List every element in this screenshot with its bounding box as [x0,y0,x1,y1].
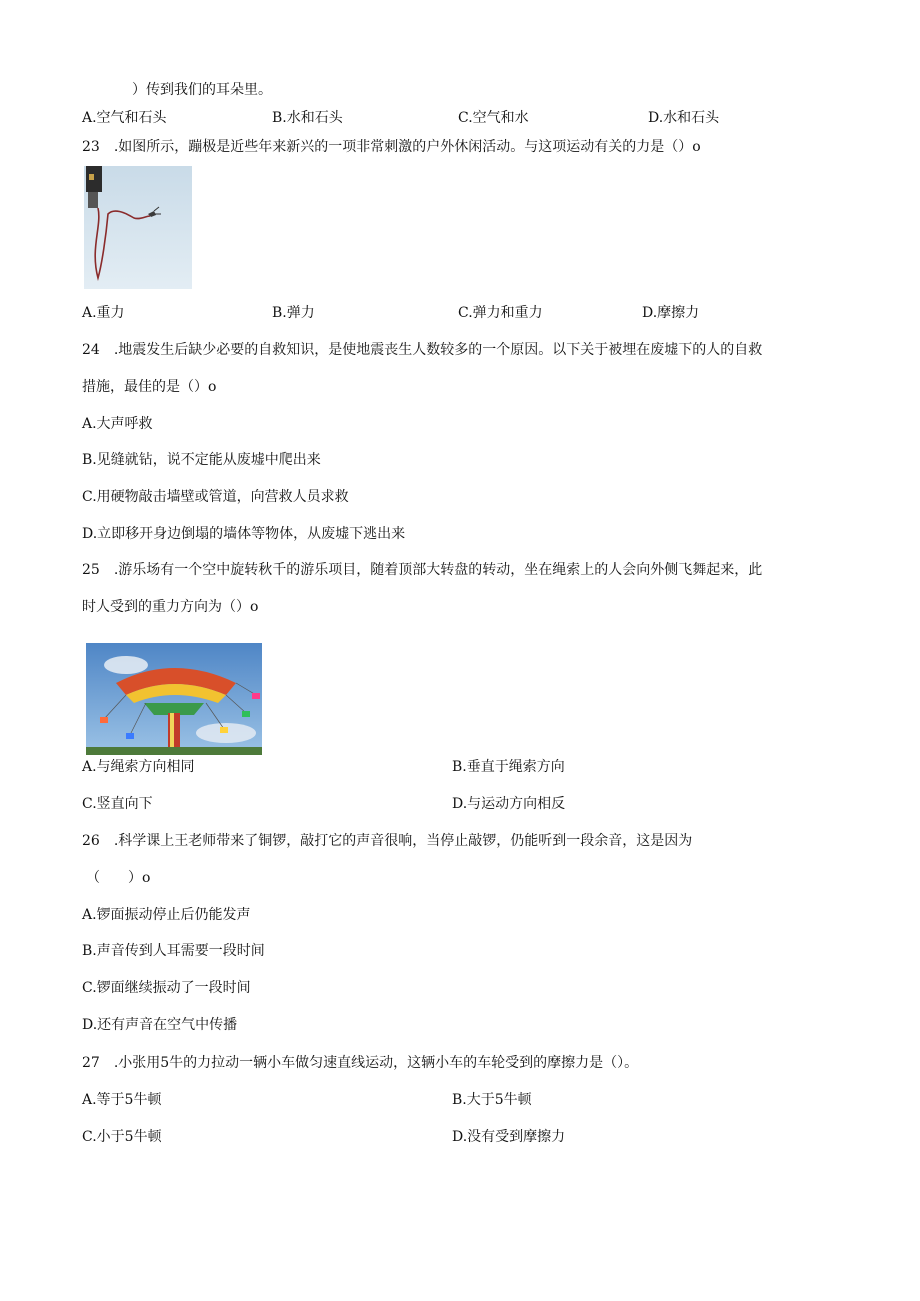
q24-option-d: D.立即移开身边倒塌的墙体等物体，从废墟下逃出来 [82,526,406,542]
q27-option-c: C.小于5牛顿 [82,1129,162,1145]
q25-option-c: C.竖直向下 [82,796,153,812]
swing-ride-image [86,643,262,755]
q27-option-a: A.等于5牛顿 [82,1092,162,1108]
q26-option-a: A.锣面振动停止后仍能发声 [82,907,251,923]
q24-option-a: A.大声呼救 [82,416,153,432]
q25-question-line-2: 时人受到的重力方向为（）o [82,599,259,615]
q23-question: 23 .如图所示，蹦极是近些年来新兴的一项非常刺激的户外休闲活动。与这项运动有关的力是（）o [82,139,701,155]
q25-question-line-1: 25 .游乐场有一个空中旋转秋千的游乐项目，随着顶部大转盘的转动，坐在绳索上的人会向外侧飞舞起来，此 [82,562,763,578]
q24-option-c: C.用硬物敲击墙壁或管道，向营救人员求救 [82,489,349,505]
q23-option-c: C.弹力和重力 [458,305,543,321]
q22-option-d: D.水和石头 [648,110,720,126]
q27-option-b: B.大于5牛顿 [452,1092,532,1108]
q27-question: 27 .小张用5牛的力拉动一辆小车做匀速直线运动，这辆小车的车轮受到的摩擦力是（）。 [82,1055,639,1071]
q24-option-b: B.见缝就钻，说不定能从废墟中爬出来 [82,452,321,468]
q26-option-c: C.锣面继续振动了一段时间 [82,980,251,996]
q26-question-line-1: 26 .科学课上王老师带来了铜锣，敲打它的声音很响，当停止敲锣，仍能听到一段余音，这是因为 [82,833,693,849]
q24-question-line-2: 措施，最佳的是（）o [82,379,217,395]
bungee-jumping-image [84,166,192,289]
q25-option-b: B.垂直于绳索方向 [452,759,565,775]
q25-option-a: A.与绳索方向相同 [82,759,195,775]
q27-option-d: D.没有受到摩擦力 [452,1129,566,1145]
q23-option-d: D.摩擦力 [642,305,700,321]
q22-option-c: C.空气和水 [458,110,529,126]
q26-option-b: B.声音传到人耳需要一段时间 [82,943,265,959]
q23-option-b: B.弹力 [272,305,315,321]
q22-continuation: ）传到我们的耳朵里。 [132,82,272,98]
q26-option-d: D.还有声音在空气中传播 [82,1017,238,1033]
q26-question-line-2: （ ）o [86,870,151,886]
q23-option-a: A.重力 [82,305,125,321]
q22-option-a: A.空气和石头 [82,110,167,126]
q24-question-line-1: 24 .地震发生后缺少必要的自救知识，是使地震丧生人数较多的一个原因。以下关于被埋在废墟下的人的自救 [82,342,763,358]
q25-option-d: D.与运动方向相反 [452,796,566,812]
q22-option-b: B.水和石头 [272,110,343,126]
